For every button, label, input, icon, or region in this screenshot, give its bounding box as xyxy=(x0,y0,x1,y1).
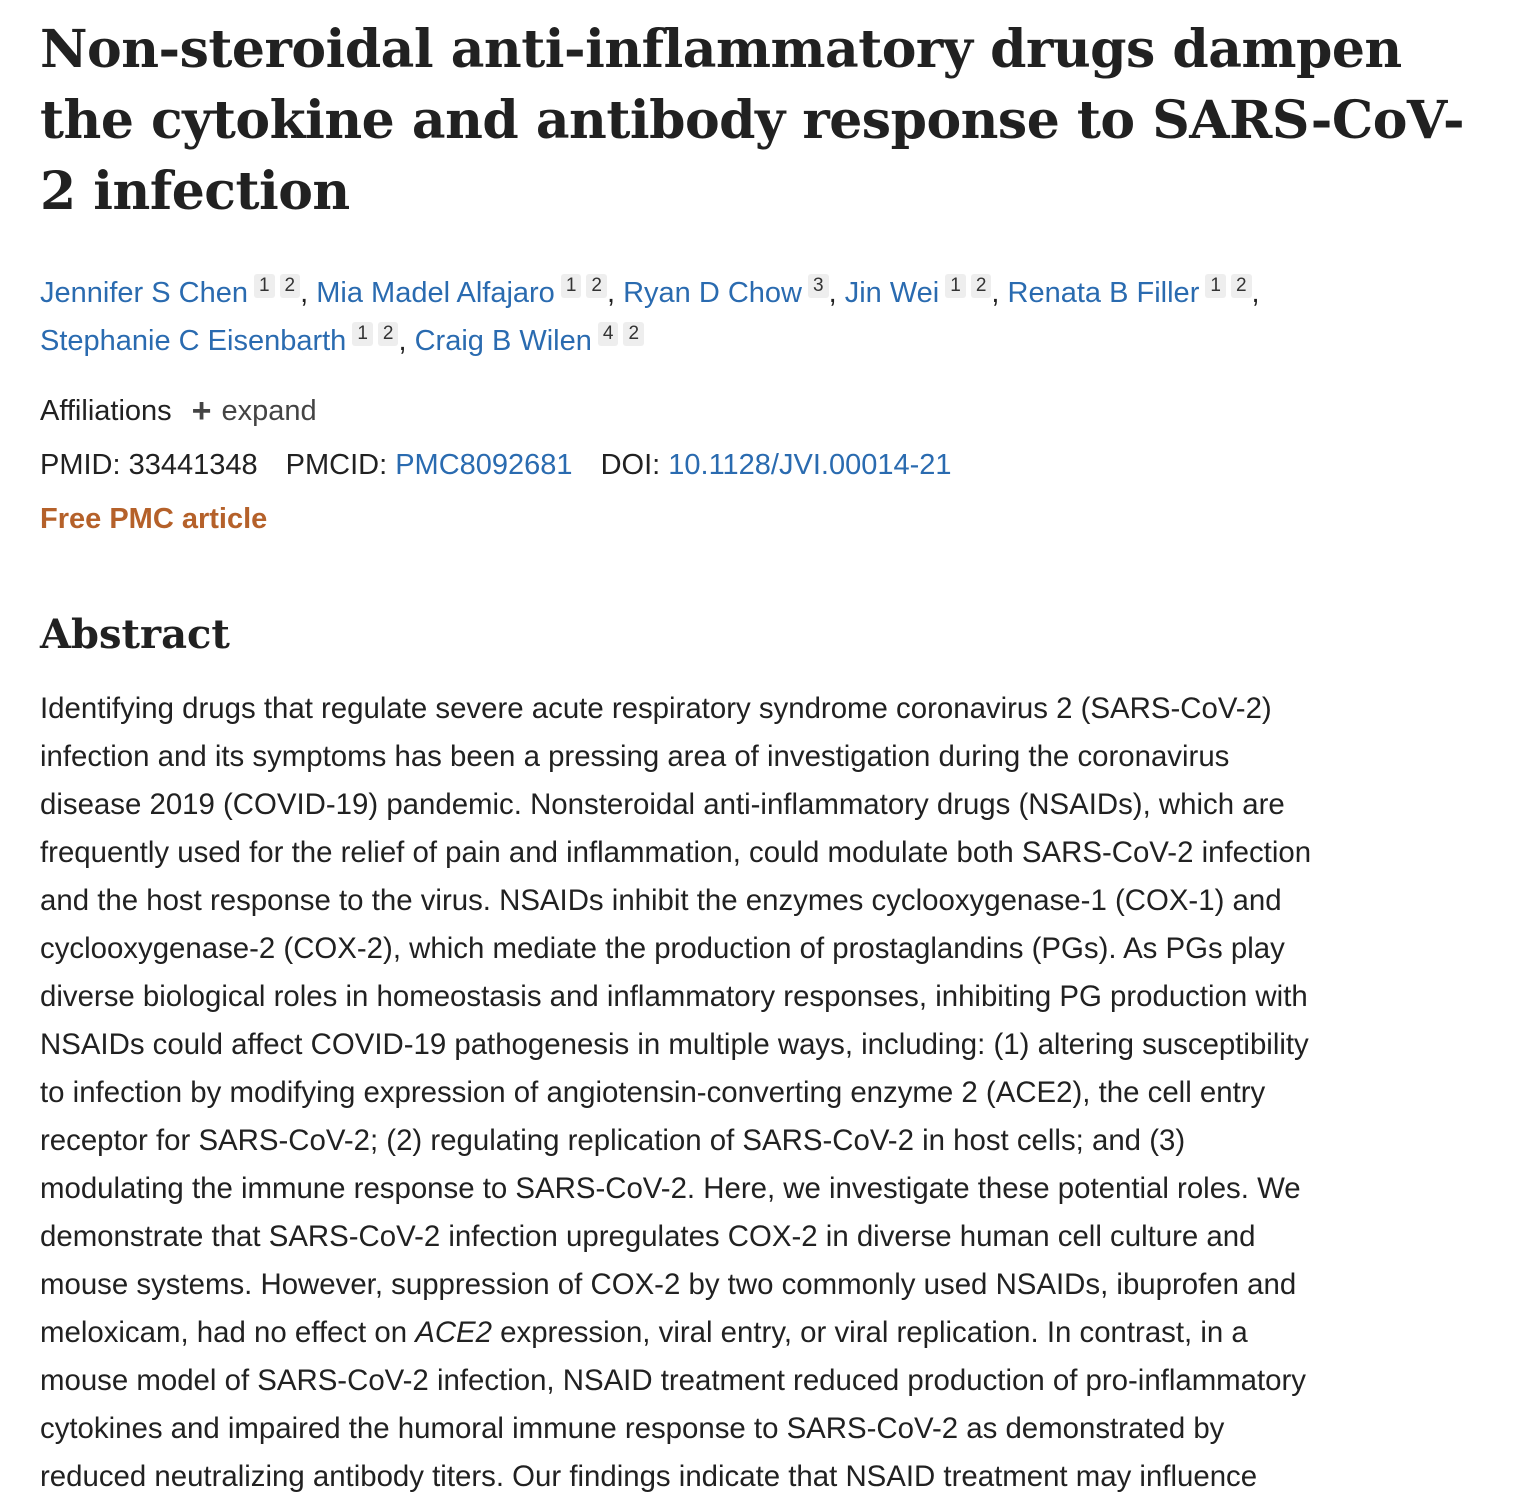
author-link[interactable]: Mia Madel Alfajaro xyxy=(316,277,555,309)
affiliation-ref[interactable]: 2 xyxy=(280,274,301,298)
author-separator: , xyxy=(300,277,317,309)
article-title: Non-steroidal anti-inflammatory drugs dampen the cytokine and antibody response to SARS-CoV-2 infection xyxy=(40,19,1465,222)
affiliation-ref[interactable]: 2 xyxy=(623,322,644,346)
abstract-line: modulating the immune response to SARS-CoV-2. Here, we investigate these potential roles. We xyxy=(40,1172,1301,1205)
free-pmc-article-label: Free PMC article xyxy=(40,503,268,535)
affiliation-ref[interactable]: 2 xyxy=(378,322,399,346)
author-link[interactable]: Craig B Wilen xyxy=(414,325,592,357)
abstract-line xyxy=(40,1309,1480,1357)
affiliation-ref[interactable]: 1 xyxy=(1205,274,1226,298)
abstract-text-segment: meloxicam, had no effect on xyxy=(40,1316,416,1349)
affiliation-ref[interactable]: 1 xyxy=(945,274,966,298)
author-list xyxy=(40,269,1476,365)
author-link[interactable]: Jennifer S Chen xyxy=(40,277,248,309)
pmcid-link[interactable]: PMC8092681 xyxy=(395,449,573,481)
pmcid xyxy=(286,445,573,485)
abstract-line: cyclooxygenase-2 (COX-2), which mediate the production of prostaglandins (PGs). As PGs play xyxy=(40,932,1285,965)
author-separator: , xyxy=(1251,277,1260,309)
abstract-body xyxy=(40,685,1480,1501)
abstract-line: receptor for SARS-CoV-2; (2) regulating replication of SARS-CoV-2 in host cells; and (3) xyxy=(40,1124,1186,1157)
affiliation-ref[interactable]: 2 xyxy=(1231,274,1252,298)
pmcid-label: PMCID: xyxy=(285,449,388,481)
author-link[interactable]: Renata B Filler xyxy=(1007,277,1200,309)
pmid xyxy=(40,445,258,485)
author-separator: , xyxy=(398,325,415,357)
abstract-line: to infection by modifying expression of angiotensin-converting enzyme 2 (ACE2), the cell entry xyxy=(40,1076,1266,1109)
abstract-line: and the host response to the virus. NSAIDs inhibit the enzymes cyclooxygenase-1 (COX-1) and xyxy=(40,884,1282,917)
abstract-line: disease 2019 (COVID-19) pandemic. Nonsteroidal anti-inflammatory drugs (NSAIDs), which are xyxy=(40,788,1285,821)
affiliations-label: Affiliations xyxy=(40,395,172,427)
author-link[interactable]: Stephanie C Eisenbarth xyxy=(40,325,347,357)
abstract-line: mouse model of SARS-CoV-2 infection, NSAID treatment reduced production of pro-inflammatory xyxy=(40,1364,1307,1397)
affiliation-ref[interactable]: 2 xyxy=(586,274,607,298)
abstract-line: Identifying drugs that regulate severe acute respiratory syndrome coronavirus 2 (SARS-CoV-2) xyxy=(40,692,1272,725)
affiliations-expand-toggle[interactable] xyxy=(192,391,317,431)
author-separator: , xyxy=(991,277,1008,309)
gene-name-italic: ACE2 xyxy=(415,1316,492,1349)
affiliation-ref[interactable]: 4 xyxy=(598,322,619,346)
abstract-line: mouse systems. However, suppression of COX-2 by two commonly used NSAIDs, ibuprofen and xyxy=(40,1268,1297,1301)
author-separator: , xyxy=(828,277,845,309)
affiliations-row xyxy=(40,391,1476,431)
affiliation-ref[interactable]: 1 xyxy=(352,322,373,346)
abstract-line: cytokines and impaired the humoral immune response to SARS-CoV-2 as demonstrated by xyxy=(40,1412,1225,1445)
abstract-line: diverse biological roles in homeostasis and inflammatory responses, inhibiting PG production with xyxy=(40,980,1308,1013)
doi-label: DOI: xyxy=(600,449,661,481)
identifiers-row xyxy=(40,445,1476,485)
abstract-line: frequently used for the relief of pain and inflammation, could modulate both SARS-CoV-2 infection xyxy=(40,836,1312,869)
expand-label: expand xyxy=(221,395,317,427)
author-link[interactable]: Ryan D Chow xyxy=(623,277,802,309)
affiliation-ref[interactable]: 1 xyxy=(254,274,275,298)
doi-link[interactable]: 10.1128/JVI.00014-21 xyxy=(668,449,952,481)
affiliation-ref[interactable]: 3 xyxy=(808,274,829,298)
pmid-value: 33441348 xyxy=(128,449,258,481)
affiliation-ref[interactable]: 2 xyxy=(971,274,992,298)
author-separator: , xyxy=(606,277,624,309)
doi xyxy=(601,445,952,485)
plus-icon: + xyxy=(191,392,212,430)
abstract-line: infection and its symptoms has been a pressing area of investigation during the coronavirus xyxy=(40,740,1230,773)
abstract-line: demonstrate that SARS-CoV-2 infection upregulates COX-2 in diverse human cell culture and xyxy=(40,1220,1256,1253)
pmid-label: PMID: xyxy=(40,449,121,481)
author-link[interactable]: Jin Wei xyxy=(844,277,940,309)
affiliation-ref[interactable]: 1 xyxy=(561,274,582,298)
abstract-heading: Abstract xyxy=(40,611,230,658)
abstract-line: NSAIDs could affect COVID-19 pathogenesis in multiple ways, including: (1) altering susceptibility xyxy=(40,1028,1309,1061)
abstract-text-segment: expression, viral entry, or viral replication. In contrast, in a xyxy=(492,1316,1248,1349)
abstract-line: reduced neutralizing antibody titers. Our findings indicate that NSAID treatment may influence xyxy=(40,1460,1258,1493)
